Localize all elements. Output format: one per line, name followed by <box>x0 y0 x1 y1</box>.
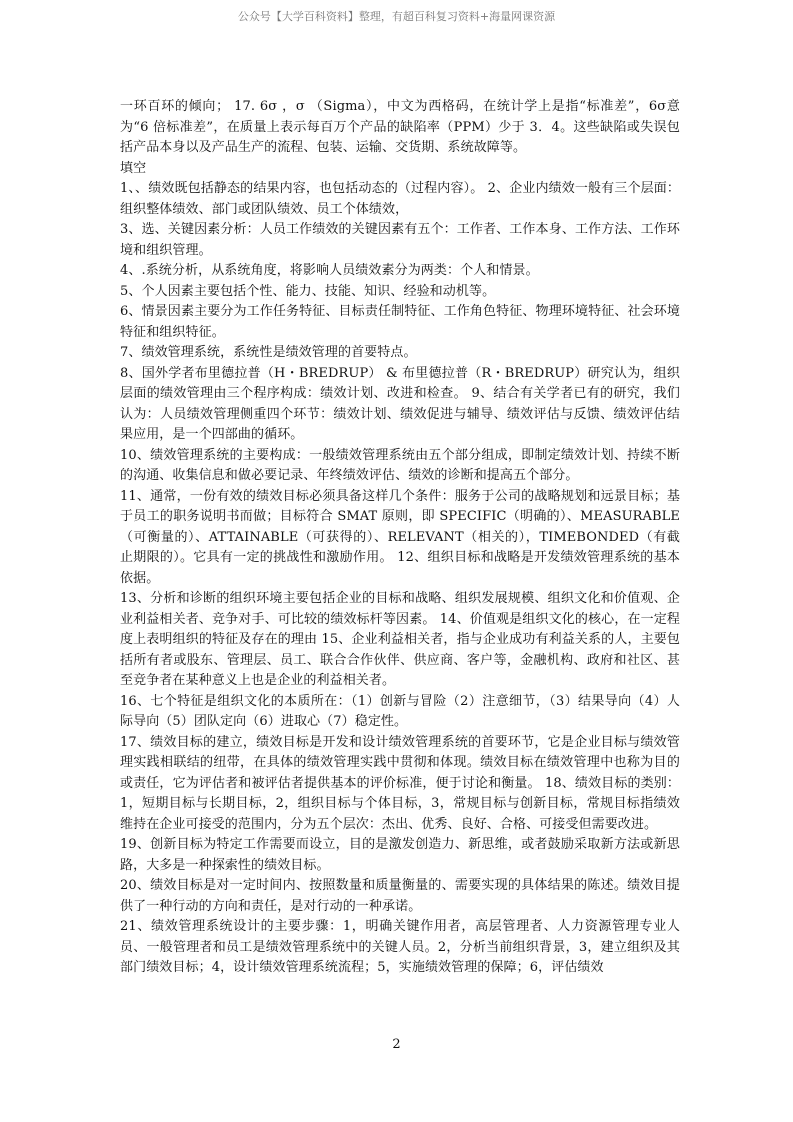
paragraph: 7、绩效管理系统，系统性是绩效管理的首要特点。 <box>120 345 417 360</box>
paragraph: 20、绩效目标是对一定时间内、按照数量和质量衡量的、需要实现的具体结果的陈述。绩效目提供了一种行动的方向和责任，是对行动的一种承诺。 <box>120 878 680 914</box>
header-watermark: 公众号【大学百科资料】整理，有超百科复习资料+海量网课资源 <box>237 10 556 23</box>
paragraph: 3、选、关键因素分析：人员工作绩效的关键因素有五个：工作者、工作本身、工作方法、工作环境和组织管理。 <box>120 222 680 258</box>
paragraph: 1、、绩效既包括静态的结果内容，也包括动态的（过程内容）。 2、企业内绩效一般有三个层面：组织整体绩效、部门或团队绩效、员工个体绩效， <box>120 181 680 217</box>
paragraph: 8、国外学者布里德拉普（H・BREDRUP） & 布里德拉普（R・BREDRUP）研究认为，组织层面的绩效管理由三个程序构成：绩效计划、改进和检查。 9、结合有关学者已有的研究，我们认为：人员绩效管理侧重四个环节：绩效计划、绩效促进与辅导、绩效评估与反馈、绩效评估结果应用，是一个四部曲的循环。 <box>120 365 680 442</box>
paragraph: 一环百环的倾向； 17. 6σ ，σ （Sigma），中文为西格码，在统计学上是指“标准差”，6σ意为“6 倍标准差”，在质量上表示每百万个产品的缺陷率（PPM）少于 3．4。这些缺陷或失误包括产品本身以及产品生产的流程、包装、运输、交货期、系统故障等。 <box>120 99 680 155</box>
paragraph: 10、绩效管理系统的主要构成：一般绩效管理系统由五个部分组成，即制定绩效计划、持续不断的沟通、收集信息和做必要记录、年终绩效评估、绩效的诊断和提高五个部分。 <box>120 447 680 483</box>
paragraph: 13、分析和诊断的组织环境主要包括企业的目标和战略、组织发展规模、组织文化和价值观、企业利益相关者、竞争对手、可比较的绩效标杆等因素。 14、价值观是组织文化的核心，在一定程度上表明组织的特征及存在的理由 15、企业利益相关者，指与企业成功有利益关系的人，主要包括所有者或股东、管理层、员工、联合合作伙伴、供应商、客户等，金融机构、政府和社区、甚至竞争者在某种意义上也是企业的利益相关者。 <box>120 591 680 688</box>
section-heading: 填空 <box>120 160 147 176</box>
paragraph: 16、七个特征是组织文化的本质所在：（1）创新与冒险（2）注意细节，（3）结果导向（4）人际导向（5）团队定向（6）进取心（7）稳定性。 <box>120 693 680 729</box>
paragraph: 21、绩效管理系统设计的主要步骤：1，明确关键作用者，高层管理者、人力资源管理专业人员、一般管理者和员工是绩效管理系统中的关键人员。2，分析当前组织背景，3，建立组织及其部门绩效目标；4，设计绩效管理系统流程；5，实施绩效管理的保障；6，评估绩效 <box>120 919 680 975</box>
paragraph: 6、情景因素主要分为工作任务特征、目标责任制特征、工作角色特征、物理环境特征、社会环境特征和组织特征。 <box>120 304 680 340</box>
page-number: 2 <box>392 1037 401 1052</box>
paragraph: 11、通常，一份有效的绩效目标必须具备这样几个条件：服务于公司的战略规划和远景目标；基于员工的职务说明书而做；目标符合 SMAT 原则，即 SPECIFIC（明确的）、MEASURABLE（可衡量的）、ATTAINABLE（可获得的）、RELEVANT（相关的），TIMEBONDED（有截止期限的）。它具有一定的挑战性和激励作用。 12、组织目标和战略是开发绩效管理系统的基本依据。 <box>120 488 680 586</box>
paragraph: 17、绩效目标的建立，绩效目标是开发和设计绩效管理系统的首要环节，它是企业目标与绩效管理实践相联结的纽带，在具体的绩效管理实践中贯彻和体现。绩效目标在绩效管理中也称为目的或责任，它为评估者和被评估者提供基本的评价标准，便于讨论和衡量。 18、绩效目标的类别：1，短期目标与长期目标，2，组织目标与个体目标，3，常规目标与创新目标，常规目标指绩效维持在企业可接受的范围内，分为五个层次：杰出、优秀、良好、合格、可接受但需要改进。 <box>120 734 680 832</box>
paragraph: 4、.系统分析，从系统角度，将影响人员绩效素分为两类：个人和情景。 <box>120 263 539 278</box>
paragraph: 5、个人因素主要包括个性、能力、技能、知识、经验和动机等。 <box>120 283 496 299</box>
paragraph: 19、创新目标为特定工作需要而设立，目的是激发创造力、新思维，或者鼓励采取新方法或新思路，大多是一种探索性的绩效目标。 <box>120 837 680 873</box>
body-text <box>120 97 680 979</box>
